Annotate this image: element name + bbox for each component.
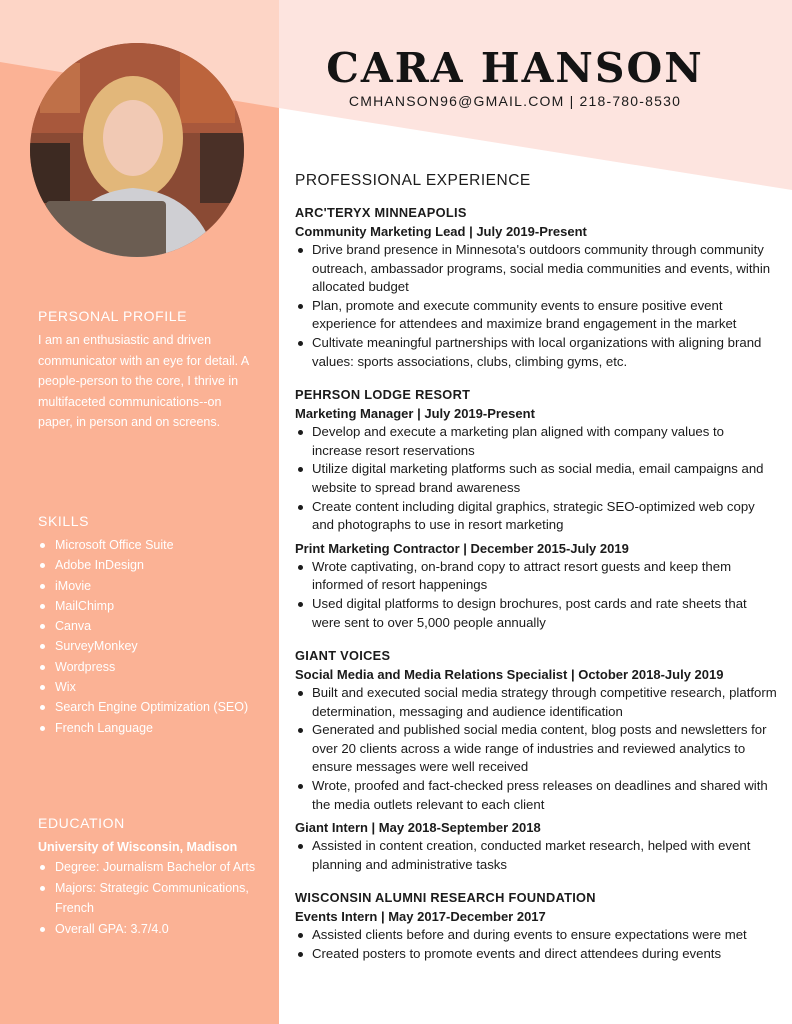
experience-heading: PROFESSIONAL EXPERIENCE — [295, 172, 531, 189]
bullet-item: Utilize digital marketing platforms such as social media, email campaigns and website to spread brand awareness — [295, 460, 777, 497]
bullet-item: Assisted in content creation, conducted market research, helped with event planning and administrative tasks — [295, 837, 777, 874]
education-school: University of Wisconsin, Madison — [38, 840, 238, 854]
experience-section — [295, 203, 777, 978]
skills-heading: SKILLS — [38, 513, 90, 529]
skill-item: French Language — [38, 718, 273, 738]
bullet-item: Plan, promote and execute community events to ensure positive event experience for attendees and maximize brand engagement in the market — [295, 297, 777, 334]
role-title: Giant Intern | May 2018-September 2018 — [295, 820, 541, 836]
role-title: Marketing Manager | July 2019-Present — [295, 406, 535, 422]
role-title: Events Intern | May 2017-December 2017 — [295, 909, 546, 925]
job-entry — [295, 646, 777, 874]
role-bullets — [295, 423, 777, 535]
contact-info: CMHANSON96@GMAIL.COM | 218-780-8530 — [348, 93, 682, 109]
bullet-item: Created posters to promote events and direct attendees during events — [295, 945, 777, 964]
bullet-item: Cultivate meaningful partnerships with local organizations with aligning brand values: sports associations, clubs, climbing gyms, etc. — [295, 334, 777, 371]
bullet-item: Used digital platforms to design brochures, post cards and rate sheets that were sent to over 5,000 people annually — [295, 595, 777, 632]
role-bullets — [295, 558, 777, 632]
role-bullets — [295, 684, 777, 814]
skill-item: iMovie — [38, 576, 273, 596]
bullet-item: Develop and execute a marketing plan aligned with company values to increase resort reservations — [295, 423, 777, 460]
skill-item: Wix — [38, 677, 273, 697]
education-item: Degree: Journalism Bachelor of Arts — [38, 857, 270, 878]
skill-item: Canva — [38, 616, 273, 636]
company-name: PEHRSON LODGE RESORT — [295, 387, 471, 403]
job-entry — [295, 203, 777, 371]
profile-text: I am an enthusiastic and driven communicator with an eye for detail. A people-person to the core, I thrive in multifaceted communications--on paper, in person and on screens. — [38, 333, 249, 429]
company-name: WISCONSIN ALUMNI RESEARCH FOUNDATION — [295, 890, 596, 906]
role-bullets — [295, 241, 777, 371]
skills-list — [38, 535, 273, 738]
bullet-item: Built and executed social media strategy through competitive research, platform determination, messaging and audience identification — [295, 684, 777, 721]
skill-item: Search Engine Optimization (SEO) — [38, 697, 273, 717]
bullet-item: Assisted clients before and during events to ensure expectations were met — [295, 926, 777, 945]
skill-item: MailChimp — [38, 596, 273, 616]
bullet-item: Generated and published social media content, blog posts and newsletters for over 20 clients across a wide range of industries and reviewed analytics to ensure messages were well received — [295, 721, 777, 777]
role-title: Community Marketing Lead | July 2019-Present — [295, 224, 587, 239]
skill-item: Adobe InDesign — [38, 555, 273, 575]
education-heading: EDUCATION — [38, 815, 125, 831]
bullet-item: Wrote, proofed and fact-checked press releases on deadlines and shared with the media outlets relevant to each client — [295, 777, 777, 814]
profile-heading: PERSONAL PROFILE — [38, 308, 188, 324]
company-name: ARC'TERYX MINNEAPOLIS — [295, 205, 467, 220]
role-bullets — [295, 926, 777, 963]
bullet-item: Create content including digital graphics, strategic SEO-optimized web copy and photographs to use in resort marketing — [295, 498, 777, 535]
skill-item: SurveyMonkey — [38, 636, 273, 656]
candidate-name: CARA HANSON — [326, 44, 704, 92]
role-title: Print Marketing Contractor | December 2015-July 2019 — [295, 540, 629, 556]
job-entry — [295, 888, 777, 963]
education-list — [38, 857, 270, 939]
skill-item: Microsoft Office Suite — [38, 535, 273, 555]
bullet-item: Wrote captivating, on-brand copy to attract resort guests and keep them informed of resort happenings — [295, 558, 777, 595]
role-bullets — [295, 837, 777, 874]
company-name: GIANT VOICES — [295, 648, 391, 664]
education-item: Majors: Strategic Communications, French — [38, 878, 270, 919]
bullet-item: Drive brand presence in Minnesota's outdoors community through community outreach, ambassador programs, social media communities and events, within allocated budget — [295, 241, 777, 297]
profile-photo — [30, 43, 244, 257]
education-item: Overall GPA: 3.7/4.0 — [38, 919, 270, 940]
skill-item: Wordpress — [38, 657, 273, 677]
role-title: Social Media and Media Relations Specialist | October 2018-July 2019 — [295, 667, 724, 683]
job-entry — [295, 385, 777, 632]
